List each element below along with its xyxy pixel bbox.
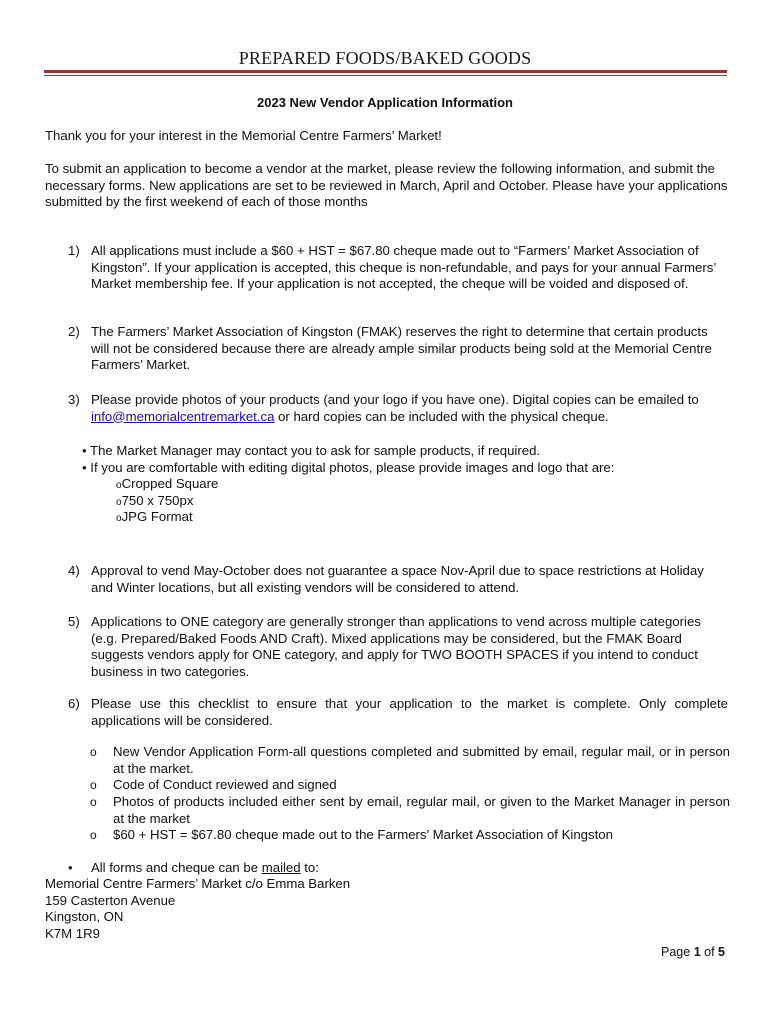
spec-text: 750 x 750px	[121, 493, 194, 508]
mailing-bullet: • All forms and cheque can be mailed to:	[68, 860, 319, 875]
list-item-text: Approval to vend May-October does not guarantee a space Nov-April due to space restrictions at Holiday and Winter locations, but all existing vendors will be considered to attend.	[91, 563, 704, 595]
circle-bullet-icon: o	[90, 828, 97, 842]
mailing-address-line-1: Memorial Centre Farmers’ Market c/o Emma Barken	[45, 876, 351, 891]
photo-spec-cropped	[116, 476, 218, 495]
circle-bullet-icon: o	[116, 480, 122, 491]
bullet-text: If you are comfortable with editing digital photos, please provide images and logo that are:	[90, 460, 615, 475]
spec-text: Cropped Square	[121, 476, 219, 491]
checklist-item-2	[90, 777, 730, 794]
mailed-word: mailed	[261, 860, 301, 875]
current-page: 1	[693, 945, 701, 959]
circle-bullet-icon: o	[90, 778, 97, 792]
list-item-text: Applications to ONE category are generally stronger than applications to vend across multiple categories (e.g. Prepared/Baked Foods AND Craft). Mixed applications may be considered, but the FMAK Board suggests vendors apply for ONE category, and apply for TWO BOOTH SPACES if you intend to conduct business in two categories.	[91, 614, 701, 679]
instructions-paragraph: To submit an application to become a vendor at the market, please review the following information, and submit the necessary forms. New applications are set to be reviewed in March, April and October. Please have your applications submitted by the first weekend of each of those months	[45, 161, 728, 209]
page-number-footer	[661, 945, 725, 959]
checklist-text: Photos of products included either sent by email, regular mail, or given to the Market Manager in person at the market	[113, 794, 730, 826]
photo-spec-format	[116, 509, 193, 528]
list-item-text: Please use this checklist to ensure that your application to the market is complete. Only complete applications will be considered.	[91, 696, 728, 728]
email-link[interactable]: info@memorialcentremarket.ca	[91, 408, 275, 424]
checklist-item-3	[90, 794, 730, 827]
checklist-item-1	[90, 744, 730, 777]
list-item-text	[91, 392, 728, 425]
circle-bullet-icon: o	[116, 497, 122, 508]
list-item-6	[68, 696, 728, 729]
page-word: Page	[661, 945, 691, 959]
document-header-title: PREPARED FOODS/BAKED GOODS	[238, 48, 532, 68]
circle-bullet-icon: o	[116, 513, 122, 524]
checklist-text: $60 + HST = $67.80 cheque made out to the Farmers’ Market Association of Kingston	[113, 827, 613, 842]
item-3-text-end: or hard copies can be included with the physical cheque.	[274, 408, 609, 424]
mailing-text-start: All forms and cheque can be	[90, 860, 262, 875]
list-number: 1)	[68, 243, 80, 258]
spec-text: JPG Format	[121, 509, 193, 524]
list-number: 5)	[68, 614, 80, 629]
list-number: 2)	[68, 324, 80, 339]
list-number: 4)	[68, 563, 80, 578]
document-subtitle: 2023 New Vendor Application Information	[257, 95, 513, 110]
of-word: of	[704, 945, 715, 959]
list-item-4	[68, 563, 728, 596]
mailing-address-line-2: 159 Casterton Avenue	[45, 893, 176, 908]
mailing-address-line-4: K7M 1R9	[45, 926, 100, 941]
total-pages: 5	[718, 945, 725, 959]
list-item-text: The Farmers’ Market Association of Kingston (FMAK) reserves the right to determine that certain products will not be considered because there are already ample similar products being sold at the Memorial Centre Farmers’ Market.	[91, 324, 712, 372]
photo-note-bullet-2: • If you are comfortable with editing digital photos, please provide images and logo that are:	[82, 460, 615, 475]
checklist-item-4	[90, 827, 730, 844]
item-3-text-start: Please provide photos of your products (and your logo if you have one). Digital copies can be emailed to	[91, 392, 699, 407]
list-number: 3)	[68, 392, 80, 407]
header-rule-thick	[44, 70, 727, 73]
circle-bullet-icon: o	[90, 745, 97, 759]
list-item-text: All applications must include a $60 + HST = $67.80 cheque made out to “Farmers’ Market Association of Kingston”. If your application is accepted, this cheque is non-refundable, and pays for your annual Farmers’ Market membership fee. If your application is not accepted, the cheque will be voided and disposed of.	[91, 243, 716, 291]
checklist-text: New Vendor Application Form-all questions completed and submitted by email, regular mail, or in person at the market.	[113, 744, 730, 776]
bullet-text: The Market Manager may contact you to ask for sample products, if required.	[90, 443, 541, 458]
mailing-text-end: to:	[300, 860, 319, 875]
list-item-1	[68, 243, 728, 293]
list-item-2	[68, 324, 728, 374]
list-number: 6)	[68, 696, 80, 711]
photo-note-bullet-1: • The Market Manager may contact you to ask for sample products, if required.	[82, 443, 541, 458]
list-item-3	[68, 392, 728, 425]
checklist-text: Code of Conduct reviewed and signed	[113, 777, 337, 792]
intro-paragraph: Thank you for your interest in the Memorial Centre Farmers’ Market!	[45, 128, 442, 143]
list-item-5	[68, 614, 728, 680]
circle-bullet-icon: o	[90, 795, 97, 809]
header-rule-thin	[44, 75, 727, 76]
mailing-address-line-3: Kingston, ON	[45, 909, 124, 924]
